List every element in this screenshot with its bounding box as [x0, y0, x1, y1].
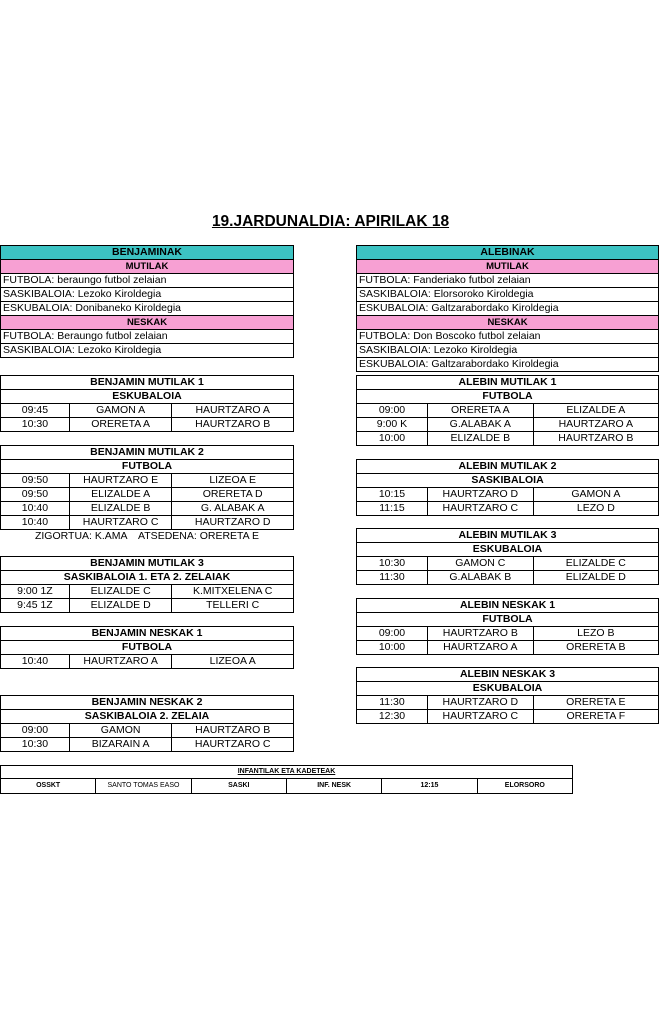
match-time: 9:00 1Z	[1, 585, 70, 599]
match-time: 10:40	[1, 516, 70, 530]
match-time: 10:30	[1, 418, 70, 432]
schedule-alebin-neskak-1	[356, 598, 659, 655]
match-away: ORERETA D	[172, 488, 294, 502]
match-time: 10:30	[1, 738, 70, 752]
match-away: HAURTZARO A	[172, 404, 294, 418]
match-away: G. ALABAK A	[172, 502, 294, 516]
match-row	[357, 641, 659, 655]
match-row	[1, 516, 294, 530]
venue-row: SASKIBALOIA: Lezoko Kiroldegia	[1, 288, 294, 302]
schedule-title: ALEBIN MUTILAK 3	[357, 529, 659, 543]
match-time: 09:00	[357, 404, 428, 418]
schedule-title: BENJAMIN NESKAK 2	[1, 696, 294, 710]
schedule-sport: ESKUBALOIA	[1, 390, 294, 404]
match-away: HAURTZARO B	[172, 724, 294, 738]
match-row	[357, 557, 659, 571]
venue-subheader: NESKAK	[357, 316, 659, 330]
bottom-cell: SASKI	[191, 779, 286, 794]
match-row	[1, 488, 294, 502]
match-row	[357, 488, 659, 502]
match-time: 10:00	[357, 641, 428, 655]
venue-row: FUTBOLA: beraungo futbol zelaian	[1, 274, 294, 288]
match-home: HAURTZARO C	[427, 502, 533, 516]
match-row	[1, 724, 294, 738]
match-away: LIZEOA A	[172, 655, 294, 669]
bottom-cell: SANTO TOMAS EASO	[96, 779, 191, 794]
match-away: HAURTZARO B	[533, 432, 658, 446]
match-time: 09:50	[1, 474, 70, 488]
schedule-alebin-neskak-3	[356, 667, 659, 724]
schedule-benjamin-neskak-1	[0, 626, 294, 669]
match-row	[1, 404, 294, 418]
match-time: 09:00	[357, 627, 428, 641]
schedule-sport: SASKIBALOIA 1. ETA 2. ZELAIAK	[1, 571, 294, 585]
infantilak-header: INFANTILAK ETA KADETEAK	[1, 766, 573, 779]
match-time: 10:15	[357, 488, 428, 502]
match-row	[357, 710, 659, 724]
schedule-note: ZIGORTUA: K.AMA ATSEDENA: ORERETA E	[34, 530, 260, 542]
match-time: 09:50	[1, 488, 70, 502]
schedule-sport: FUTBOLA	[1, 641, 294, 655]
match-home: HAURTZARO A	[69, 655, 172, 669]
venue-row: FUTBOLA: Beraungo futbol zelaian	[1, 330, 294, 344]
schedule-title: BENJAMIN NESKAK 1	[1, 627, 294, 641]
match-time: 10:40	[1, 502, 70, 516]
schedule-sport: FUTBOLA	[357, 613, 659, 627]
schedule-title: BENJAMIN MUTILAK 2	[1, 446, 294, 460]
venue-row: FUTBOLA: Fanderiako futbol zelaian	[357, 274, 659, 288]
schedule-alebin-mutilak-3	[356, 528, 659, 585]
match-away: LEZO B	[533, 627, 658, 641]
match-away: GAMON A	[533, 488, 658, 502]
match-row	[1, 655, 294, 669]
match-time: 10:00	[357, 432, 428, 446]
match-row	[1, 585, 294, 599]
bottom-cell: ELORSORO	[477, 779, 572, 794]
match-home: ELIZALDE C	[69, 585, 172, 599]
match-away: ORERETA E	[533, 696, 658, 710]
match-home: ORERETA A	[69, 418, 172, 432]
schedule-alebin-mutilak-1	[356, 375, 659, 446]
match-home: HAURTZARO D	[427, 696, 533, 710]
match-away: ELIZALDE A	[533, 404, 658, 418]
venue-row: SASKIBALOIA: Lezoko Kiroldegia	[357, 344, 659, 358]
match-home: G.ALABAK A	[427, 418, 533, 432]
match-time: 09:00	[1, 724, 70, 738]
schedule-benjamin-mutilak-2	[0, 445, 294, 543]
match-home: HAURTZARO D	[427, 488, 533, 502]
match-row	[357, 627, 659, 641]
schedule-benjamin-mutilak-3	[0, 556, 294, 613]
schedule-benjamin-neskak-2	[0, 695, 294, 752]
page-title: 19.JARDUNALDIA: APIRILAK 18	[211, 213, 450, 230]
match-home: GAMON C	[427, 557, 533, 571]
match-home: ELIZALDE B	[69, 502, 172, 516]
match-home: BIZARAIN A	[69, 738, 172, 752]
venue-row: ESKUBALOIA: Galtzarabordako Kiroldegia	[357, 302, 659, 316]
schedule-sport: SASKIBALOIA	[357, 474, 659, 488]
match-time: 09:45	[1, 404, 70, 418]
match-away: K.MITXELENA C	[172, 585, 294, 599]
match-home: HAURTZARO C	[427, 710, 533, 724]
match-home: HAURTZARO E	[69, 474, 172, 488]
match-home: HAURTZARO A	[427, 641, 533, 655]
bottom-cell: OSSKT	[1, 779, 96, 794]
match-row	[357, 418, 659, 432]
match-row	[357, 404, 659, 418]
match-time: 9:00 K	[357, 418, 428, 432]
match-row	[357, 696, 659, 710]
venue-row: ESKUBALOIA: Galtzarabordako Kiroldegia	[357, 358, 659, 372]
match-row	[357, 502, 659, 516]
match-away: HAURTZARO C	[172, 738, 294, 752]
match-home: HAURTZARO C	[69, 516, 172, 530]
schedule-title: ALEBIN MUTILAK 2	[357, 460, 659, 474]
schedule-sport: SASKIBALOIA 2. ZELAIA	[1, 710, 294, 724]
match-home: ELIZALDE B	[427, 432, 533, 446]
venue-row: FUTBOLA: Don Boscoko futbol zelaian	[357, 330, 659, 344]
match-away: ELIZALDE D	[533, 571, 658, 585]
venue-row: SASKIBALOIA: Lezoko Kiroldegia	[1, 344, 294, 358]
match-home: GAMON	[69, 724, 172, 738]
bottom-cell: INF. NESK	[286, 779, 381, 794]
match-time: 10:30	[357, 557, 428, 571]
schedule-sport: FUTBOLA	[357, 390, 659, 404]
match-time: 10:40	[1, 655, 70, 669]
match-row	[357, 571, 659, 585]
match-row	[1, 599, 294, 613]
match-time: 9:45 1Z	[1, 599, 70, 613]
schedule-title: BENJAMIN MUTILAK 1	[1, 376, 294, 390]
match-row	[1, 502, 294, 516]
match-away: LEZO D	[533, 502, 658, 516]
match-away: ELIZALDE C	[533, 557, 658, 571]
match-away: ORERETA B	[533, 641, 658, 655]
schedule-title: ALEBIN NESKAK 1	[357, 599, 659, 613]
match-away: HAURTZARO D	[172, 516, 294, 530]
match-home: ELIZALDE A	[69, 488, 172, 502]
schedule-sport: FUTBOLA	[1, 460, 294, 474]
bottom-cell: 12:15	[382, 779, 477, 794]
venue-row: SASKIBALOIA: Elorsoroko Kiroldegia	[357, 288, 659, 302]
match-away: TELLERI C	[172, 599, 294, 613]
schedule-title: ALEBIN MUTILAK 1	[357, 376, 659, 390]
match-row	[357, 432, 659, 446]
match-time: 11:30	[357, 571, 428, 585]
schedule-sport: ESKUBALOIA	[357, 543, 659, 557]
schedule-title: BENJAMIN MUTILAK 3	[1, 557, 294, 571]
venues-header: BENJAMINAK	[1, 246, 294, 260]
schedule-sport: ESKUBALOIA	[357, 682, 659, 696]
match-home: GAMON A	[69, 404, 172, 418]
schedule-benjamin-mutilak-1	[0, 375, 294, 432]
match-away: LIZEOA E	[172, 474, 294, 488]
match-time: 11:15	[357, 502, 428, 516]
venue-subheader: NESKAK	[1, 316, 294, 330]
match-away: HAURTZARO A	[533, 418, 658, 432]
venues-benjaminak	[0, 245, 294, 358]
venues-header: ALEBINAK	[357, 246, 659, 260]
schedule-alebin-mutilak-2	[356, 459, 659, 516]
match-row	[1, 738, 294, 752]
match-home: G.ALABAK B	[427, 571, 533, 585]
venue-subheader: MUTILAK	[357, 260, 659, 274]
match-home: HAURTZARO B	[427, 627, 533, 641]
match-time: 11:30	[357, 696, 428, 710]
match-home: ELIZALDE D	[69, 599, 172, 613]
match-time: 12:30	[357, 710, 428, 724]
match-row	[1, 418, 294, 432]
match-away: ORERETA F	[533, 710, 658, 724]
venues-alebinak	[356, 245, 659, 372]
venue-subheader: MUTILAK	[1, 260, 294, 274]
match-home: ORERETA A	[427, 404, 533, 418]
venue-row: ESKUBALOIA: Donibaneko Kiroldegia	[1, 302, 294, 316]
infantilak-kadeteak-table	[0, 765, 573, 794]
schedule-title: ALEBIN NESKAK 3	[357, 668, 659, 682]
match-row	[1, 474, 294, 488]
match-away: HAURTZARO B	[172, 418, 294, 432]
